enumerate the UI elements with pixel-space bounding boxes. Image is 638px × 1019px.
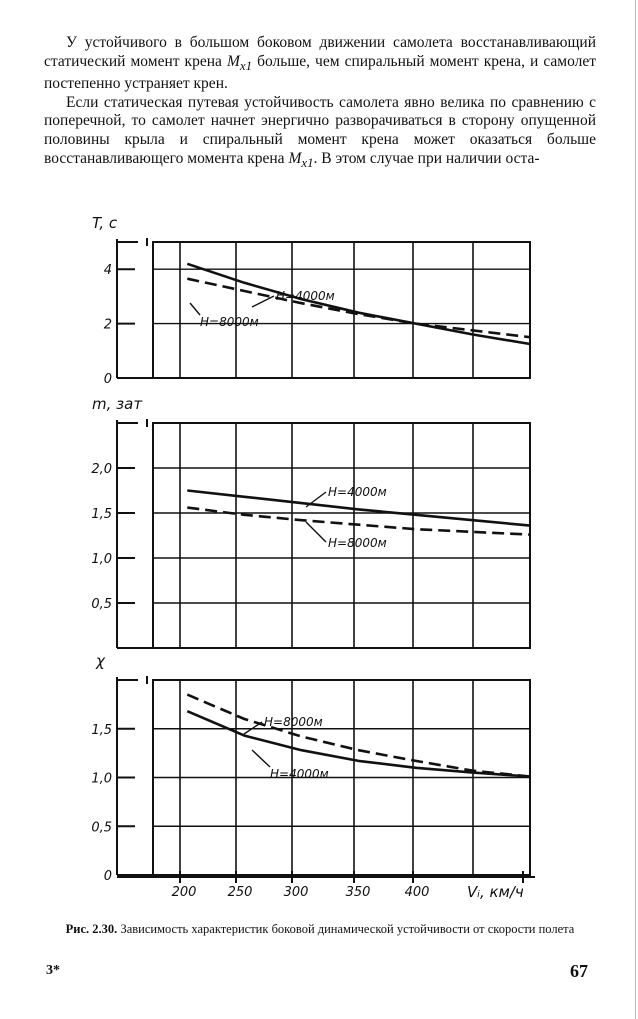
figure-caption [40,922,600,937]
series-leader-line [306,522,326,542]
moment-symbol [226,52,253,73]
y-tick-label: 0,5 [91,820,112,836]
paragraph-1-text-b: больше, чем спиральный момент крена, и самолет постепенно устраняет крен. [44,52,597,93]
y-axis-label: m, зат [92,395,143,413]
x-tick-label: 300 [283,885,309,900]
signature-mark: 3* [46,963,60,978]
y-tick-label: 1,5 [91,507,112,522]
series-label: H=8000м [328,536,387,550]
moment-symbol-letter: M [288,149,302,167]
y-tick-label: 1,0 [91,771,112,787]
x-tick-label: 350 [345,885,371,900]
x-tick-label: 400 [404,885,430,900]
y-axis-label: χ [96,652,105,670]
series-line-dashed [187,695,530,777]
y-tick-label: 2 [103,317,112,333]
moment-symbol [288,149,314,170]
series-leader-line [252,296,274,307]
paragraph-1 [44,34,596,94]
moment-symbol-subscript: x1 [239,57,253,73]
series-label: H=4000м [328,485,387,499]
caption-label: Рис. 2.30. [65,922,118,936]
x-axis-label: Vᵢ, км/ч [467,883,524,901]
y-tick-label: 2,0 [91,462,112,477]
y-tick-label: 0 [103,869,112,884]
paragraph-2-text-a: Если статическая путевая устойчивость самолета явно велика по сравнению с поперечной, то самолет начнет энергично разворачиваться в сторону опущенной половины крыла и спиральный момент крена может оказаться больше восстанавливающего момента крена [44,93,596,167]
y-tick-label: 0,5 [91,597,112,612]
caption-text: Зависимость характеристик боковой динамической устойчивости от скорости полета [120,922,575,936]
paragraph-2-text-b: . В этом случае при наличии оста- [313,149,540,167]
y-tick-label: 4 [103,263,112,279]
series-label: H=4000м [270,767,329,781]
moment-symbol-subscript: x1 [301,154,314,170]
series-leader-line [244,722,262,734]
series-leader-line [190,303,200,315]
series-label: H=8000м [264,715,323,729]
y-axis-label: T, c [92,215,118,232]
figure-stability-charts [0,215,638,915]
x-tick-label: 200 [171,885,197,900]
series-label: H=4000м [276,289,335,303]
paragraph-2 [44,94,596,172]
body-text [44,34,596,172]
page-number: 67 [570,961,588,981]
x-tick-label: 250 [227,885,253,900]
y-tick-label: 1,0 [91,552,112,567]
y-tick-label: 0 [103,372,112,387]
series-label: H=8000м [200,315,259,329]
series-line-solid [187,711,530,776]
y-tick-label: 1,5 [91,722,112,738]
series-leader-line [252,750,270,767]
paragraph-1-text-a: У устойчивого в большом боковом движении самолета восстанавливающий статический момент крена [44,34,596,70]
moment-symbol-letter: M [226,52,240,70]
